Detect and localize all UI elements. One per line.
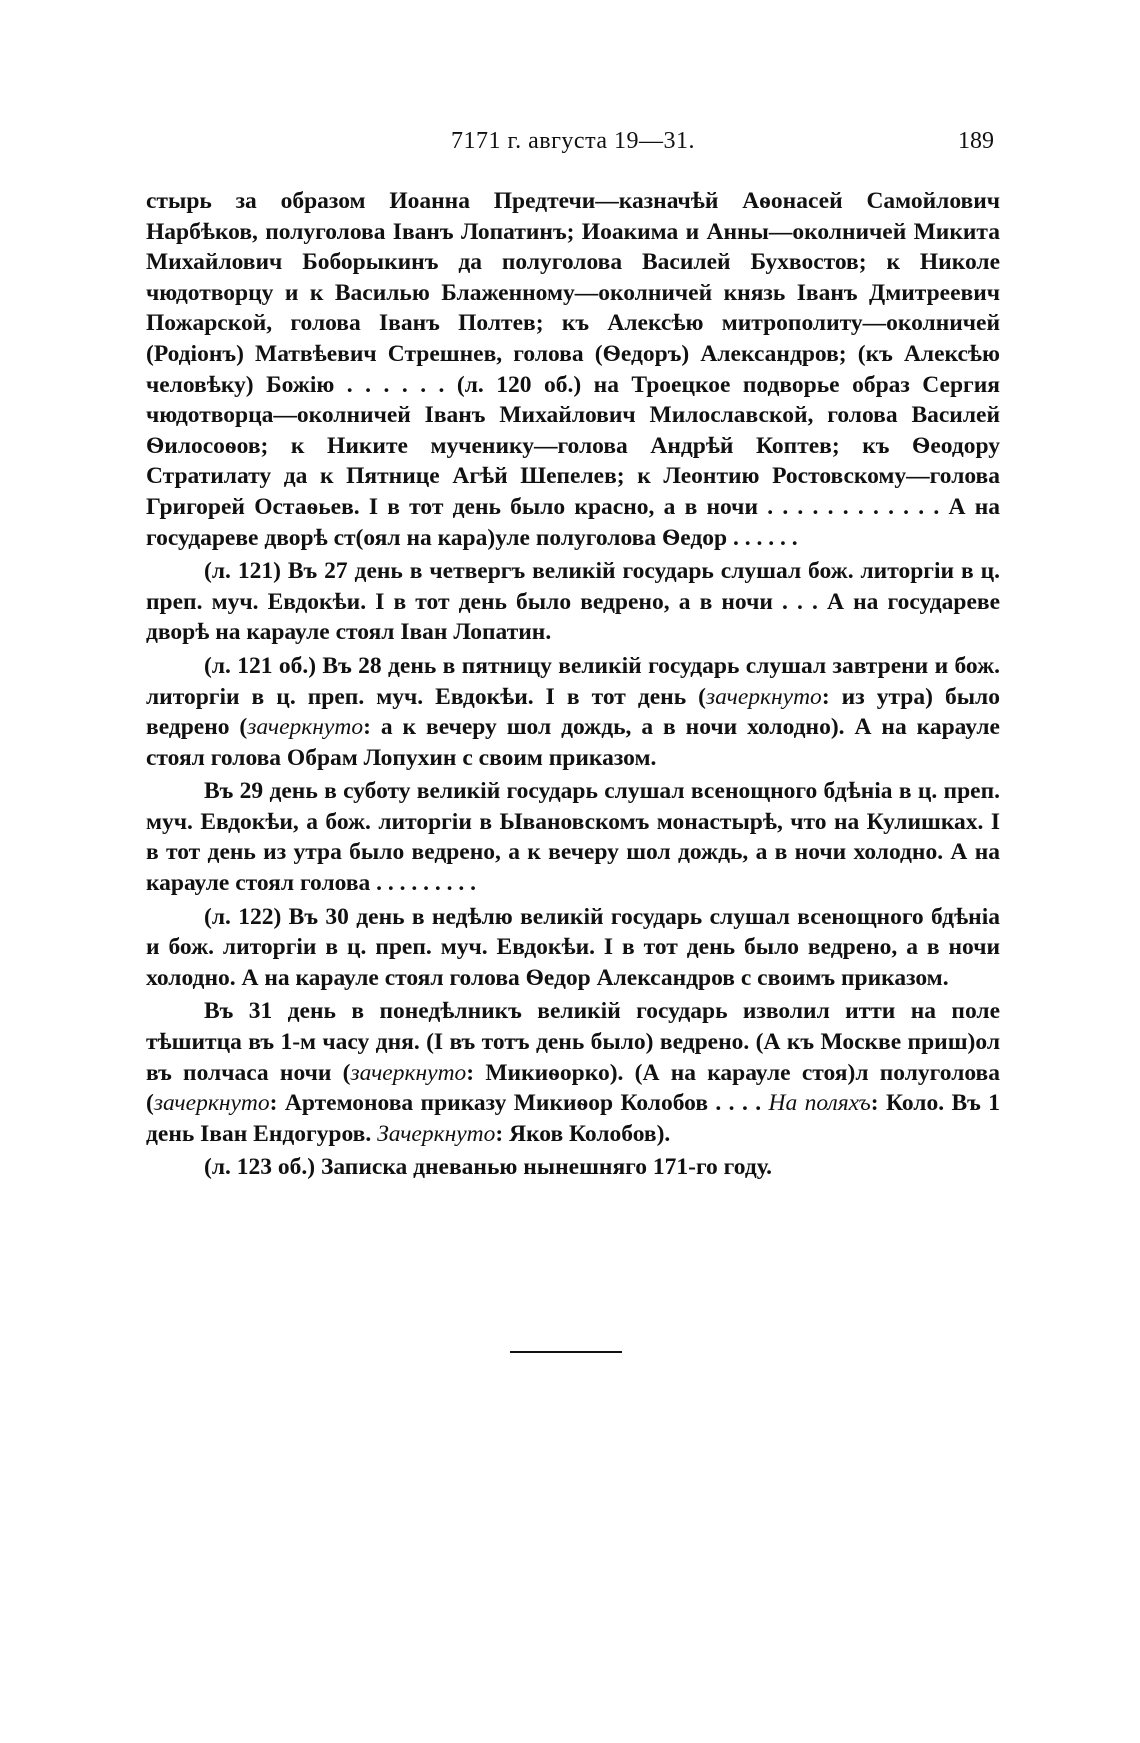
editorial-note: зачеркнуто <box>247 714 364 741</box>
text-run: Въ 31 день в понедѣлникъ великій государь изволил итти на поле тѣшитца въ 1-м часу дня. (І въ тотъ день было) ведрено. (А къ Москве приш)ол въ полчаса ночи ( <box>146 998 1000 1086</box>
page-number: 189 <box>958 128 994 154</box>
running-title: 7171 г. августа 19—31. <box>450 128 696 154</box>
paragraph <box>146 556 1000 648</box>
editorial-note: зачеркнуто <box>350 1059 467 1086</box>
editorial-note: зачеркнуто <box>706 683 822 710</box>
text-run: : Яков Колобов). <box>495 1120 671 1147</box>
paragraph <box>146 776 1000 898</box>
paragraph <box>146 186 1000 553</box>
editorial-note: На поляхъ <box>768 1090 871 1117</box>
page-header <box>146 128 1000 162</box>
end-rule <box>510 1351 622 1353</box>
paragraph <box>146 651 1000 773</box>
text-run: : Коло. Въ 1 день Іван Ендогуров. <box>146 1090 1000 1147</box>
paragraph <box>146 996 1000 1149</box>
text-run: стырь за образом Иоанна Предтечи—казначѣй Аѳонасей Самойлович Нарбѣков, полуголова Іванъ Лопатинъ; Иоакима и Анны—околничей Микита Михайлович Боборыкинъ да полуголова Василей Бухвостов; к Николе чюдотворцу и к Василью Блаженному—околничей князь Іванъ Дмитреевич Пожарской, голова Іванъ Полтев; къ Алексѣю митрополиту—околничей (Родіонъ) Матвѣевич Стрешнев, голова (Ѳедоръ) Александров; (къ Алексѣю человѣку) Божію . . . . . . (л. 120 об.) на Троецкое подворье образ Сергия чюдотворца—околничей Іванъ Михайлович Милославской, голова Василей Ѳилосоѳов; к Никите мученику—голова Андрѣй Коптев; къ Ѳеодору Стратилату да к Пятнице Агѣй Шепелев; к Леонтию Ростовскому—голова Григорей Остаѳьев. І в тот день было красно, а в ночи . . . . . . . . . . . . А на государеве дворѣ ст(оял на кара)уле полуголова Ѳедор . . . . . . <box>146 188 1000 551</box>
text-run: : Микиѳорко). (А на карауле стоя)л полуголова ( <box>146 1059 1000 1117</box>
text-run: (л. 121 об.) Въ 28 день в пятницу великій государь слушал завтрени и бож. литоргіи в ц. преп. муч. Евдокѣи. І в тот день ( <box>146 652 1000 710</box>
text-run: (л. 121) Въ 27 день в четвергъ великій государь слушал бож. литоргіи в ц. преп. муч. Евдокѣи. І в тот день было ведрено, а в ночи . . . А на государеве дворѣ на карауле стоял Іван Лопатин. <box>146 558 1000 646</box>
text-run: : а к вечеру шол дождь, а в ночи холодно). А на карауле стоял голова Обрам Лопухин с своим приказом. <box>146 714 1000 771</box>
text-run: Въ 29 день в суботу великій государь слушал всенощного бдѣніа в ц. преп. муч. Евдокѣи, а бож. литоргіи в Ывановскомъ монастырѣ, что на Кулишках. І в тот день из утра было ведрено, а к вечеру шол дождь, а в ночи холодно. А на карауле стоял голова . . . . . . . . . <box>146 778 1000 897</box>
text-run: (л. 123 об.) Записка дневанью нынешняго 171-го году. <box>204 1154 772 1181</box>
editorial-note: Зачеркнуто <box>377 1120 496 1147</box>
paragraph <box>146 902 1000 994</box>
text-run: : Артемонова приказу Микиѳор Колобов . . . . <box>269 1090 769 1117</box>
paragraph <box>146 1152 1000 1183</box>
editorial-note: зачеркнуто <box>153 1090 270 1117</box>
text-run: : из утра) было ведрено ( <box>146 683 1000 741</box>
body-text <box>146 186 1000 1183</box>
text-run: (л. 122) Въ 30 день в недѣлю великій государь слушал всенощного бдѣніа и бож. литоргіи в ц. преп. муч. Евдокѣи. І в тот день было ведрено, а в ночи холодно. А на карауле стоял голова Ѳедор Александров с своимъ приказом. <box>146 903 1000 991</box>
